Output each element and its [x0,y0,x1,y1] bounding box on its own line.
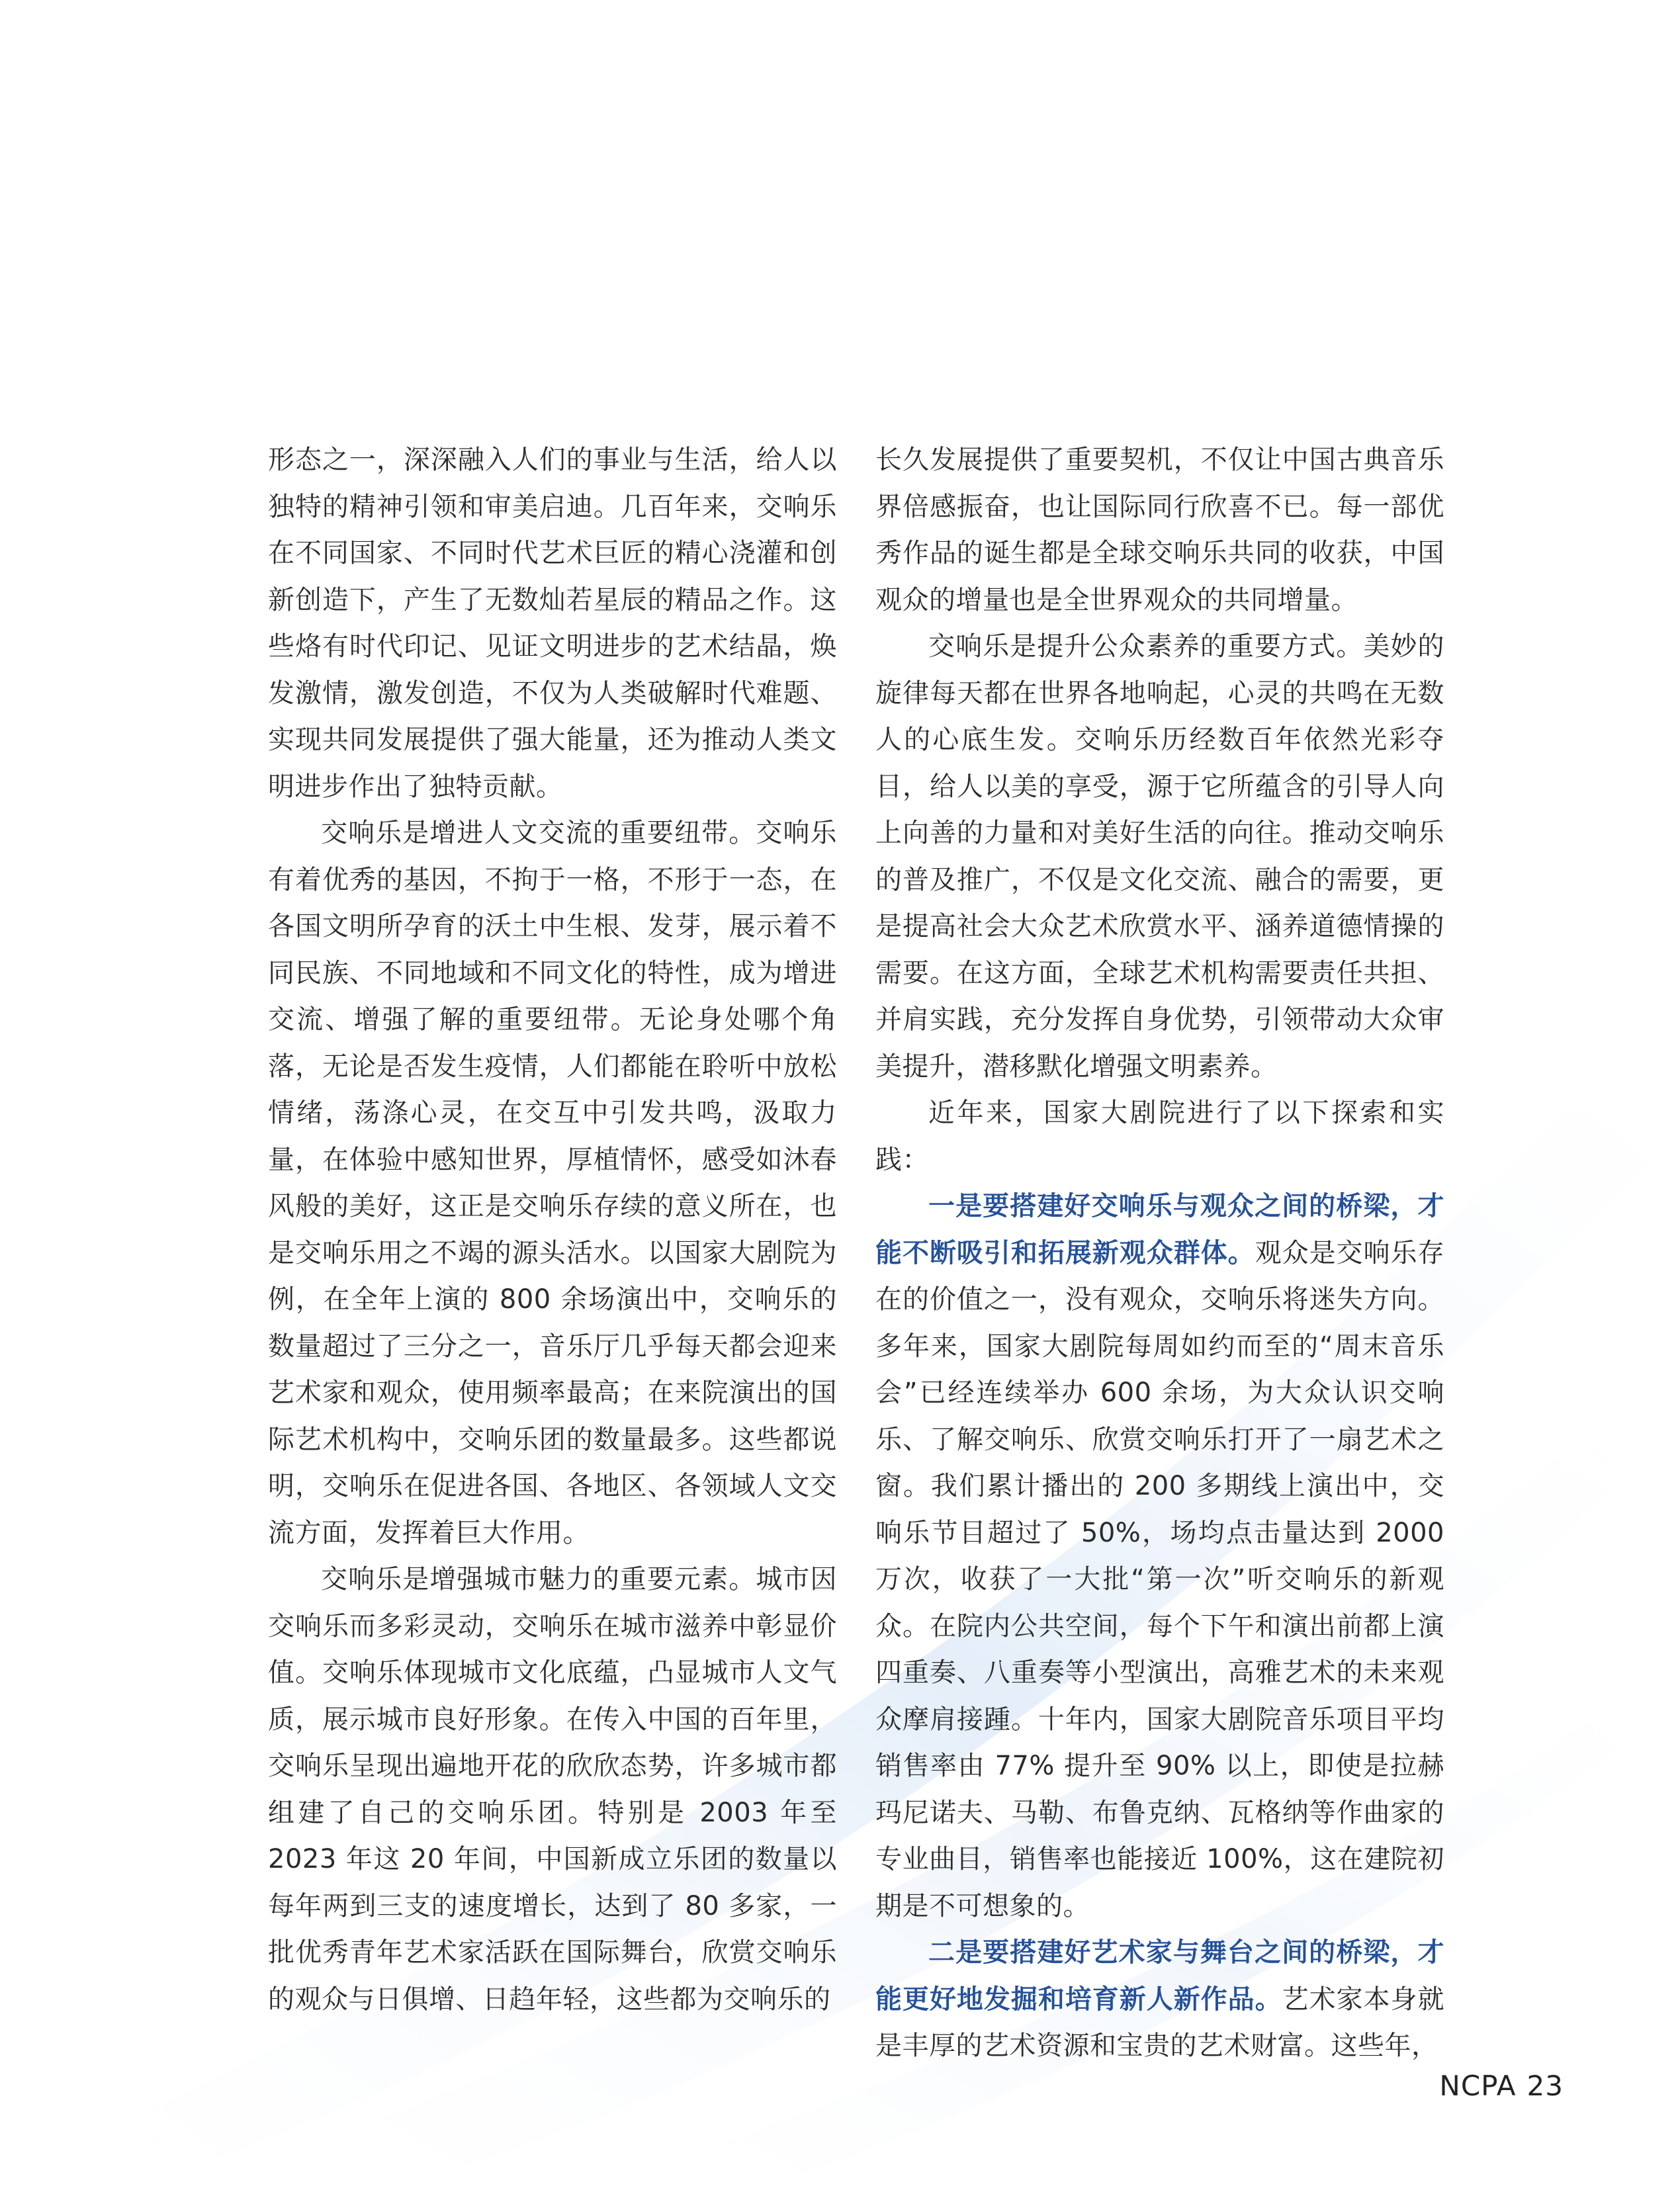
brand-name: NCPA [1439,2070,1517,2102]
page-footer [1429,2070,1564,2102]
paragraph: 近年来，国家大剧院进行了以下探索和实践： [875,1098,1444,1175]
paragraph: 交响乐是增强城市魅力的重要元素。城市因交响乐而多彩灵动，交响乐在城市滋养中彰显价值。交响乐体现城市文化底蕴，凸显城市人文气质，展示城市良好形象。在传入中国的百年里，交响乐呈现出遍地开花的欣欣态势，许多城市都组建了自己的交响乐团。特别是 2003 年至 2023 年这 20 年间，中国新成立乐团的数量以每年两到三支的速度增长，达到了 80 多家，一批优秀青年艺术家活跃在国际舞台，欣赏交响乐的观众与日俱增、日趋年轻，这些都为交响乐的 [268,1564,837,2015]
paragraph: 长久发展提供了重要契机，不仅让中国古典音乐界倍感振奋，也让国际同行欣喜不已。每一部优秀作品的诞生都是全球交响乐共同的收获，中国观众的增量也是全世界观众的共同增量。 [875,445,1444,615]
highlight-text: 一是要搭建好交响乐与观众之间的桥梁，才能不断吸引和拓展新观众群体。 [875,1191,1444,1268]
left-column [268,437,837,2023]
paragraph-body: 艺术家本身就是丰厚的艺术资源和宝贵的艺术财富。这些年， [875,1984,1444,2061]
paragraph: 形态之一，深深融入人们的事业与生活，给人以独特的精神引领和审美启迪。几百年来，交响乐在不同国家、不同时代艺术巨匠的精心浇灌和创新创造下，产生了无数灿若星辰的精品之作。这些烙有时代印记、见证文明进步的艺术结晶，焕发激情，激发创造，不仅为人类破解时代难题、实现共同发展提供了强大能量，还为推动人类文明进步作出了独特贡献。 [268,445,837,802]
paragraph: 交响乐是增进人文交流的重要纽带。交响乐有着优秀的基因，不拘于一格，不形于一态，在各国文明所孕育的沃土中生根、发芽，展示着不同民族、不同地域和不同文化的特性，成为增进交流、增强了解的重要纽带。无论身处哪个角落，无论是否发生疫情，人们都能在聆听中放松情绪，荡涤心灵，在交互中引发共鸣，汲取力量，在体验中感知世界，厚植情怀，感受如沐春风般的美好，这正是交响乐存续的意义所在，也是交响乐用之不竭的源头活水。以国家大剧院为例，在全年上演的 800 余场演出中，交响乐的数量超过了三分之一，音乐厅几乎每天都会迎来艺术家和观众，使用频率最高；在来院演出的国际艺术机构中，交响乐团的数量最多。这些都说明，交响乐在促进各国、各地区、各领域人文交流方面，发挥着巨大作用。 [268,818,837,1548]
page-number: 23 [1526,2070,1564,2102]
paragraph-body: 观众是交响乐存在的价值之一，没有观众，交响乐将迷失方向。多年来，国家大剧院每周如约而至的“周末音乐会”已经连续举办 600 余场，为大众认识交响乐、了解交响乐、欣赏交响乐打开了一扇艺术之窗。我们累计播出的 200 多期线上演出中，交响乐节目超过了 50%，场均点击量达到 2000 万次，收获了一大批“第一次”听交响乐的新观众。在院内公共空间，每个下午和演出前都上演四重奏、八重奏等小型演出，高雅艺术的未来观众摩肩接踵。十年内，国家大剧院音乐项目平均销售率由 77% 提升至 90% 以上，即使是拉赫玛尼诺夫、马勒、布鲁克纳、瓦格纳等作曲家的专业曲目，销售率也能接近 100%，这在建院初期是不可想象的。 [875,1237,1445,1921]
right-column [875,437,1444,2070]
paragraph-with-highlight [875,1183,1444,1929]
paragraph-with-highlight [875,1929,1444,2070]
paragraph: 交响乐是提升公众素养的重要方式。美妙的旋律每天都在世界各地响起，心灵的共鸣在无数人的心底生发。交响乐历经数百年依然光彩夺目，给人以美的享受，源于它所蕴含的引导人向上向善的力量和对美好生活的向往。推动交响乐的普及推广，不仅是文化交流、融合的需要，更是提高社会大众艺术欣赏水平、涵养道德情操的需要。在这方面，全球艺术机构需要责任共担、并肩实践，充分发挥自身优势，引领带动大众审美提升，潜移默化增强文明素养。 [875,631,1444,1082]
highlight-text: 二是要搭建好艺术家与舞台之间的桥梁，才能更好地发掘和培育新人新作品。 [875,1937,1444,2015]
